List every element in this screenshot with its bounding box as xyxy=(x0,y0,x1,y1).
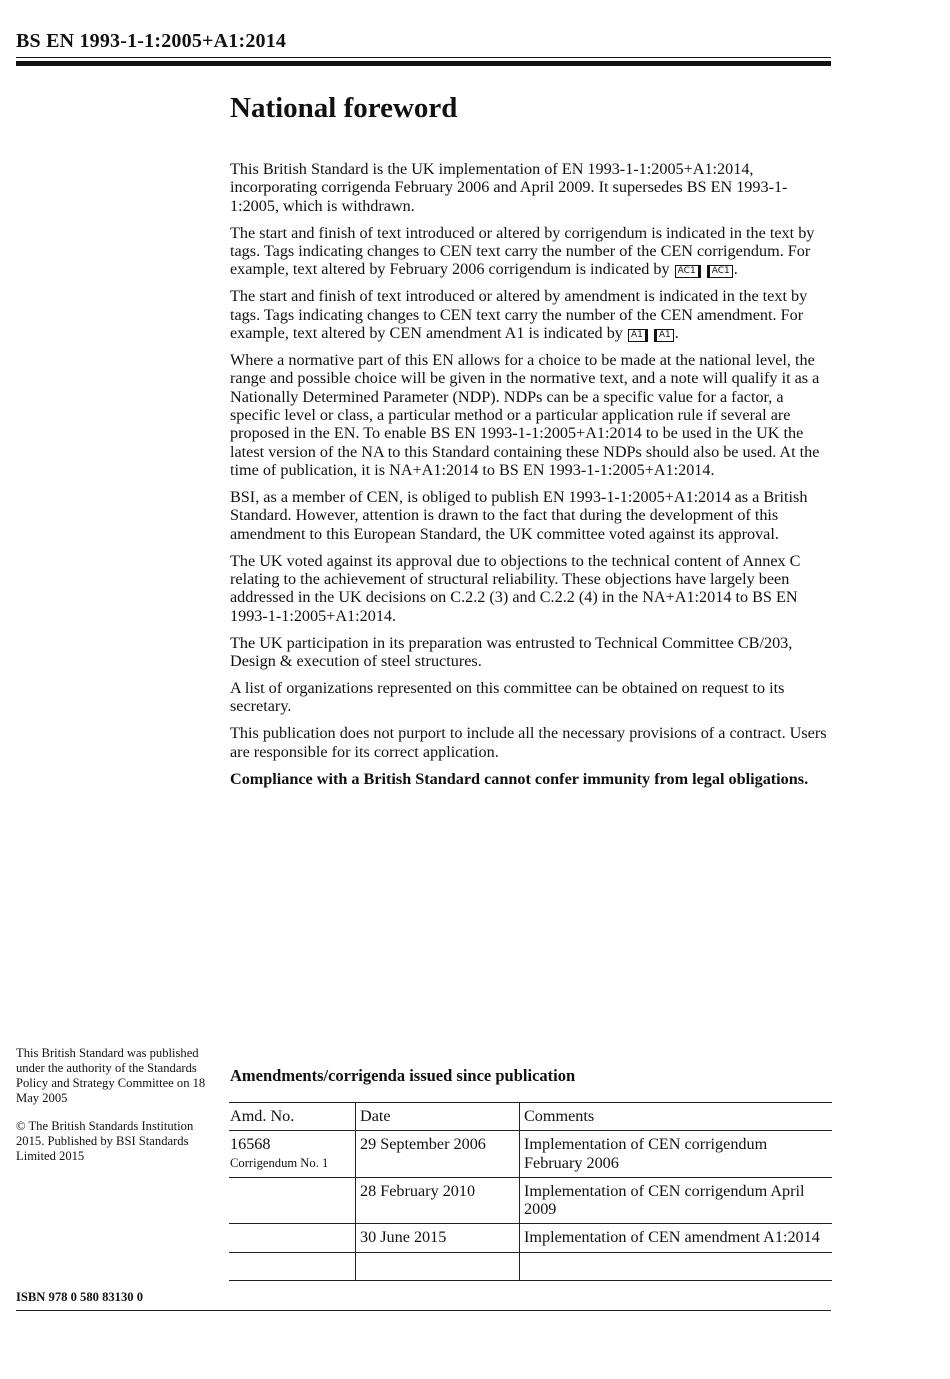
table-row xyxy=(229,1131,832,1178)
paragraph-bsi-obligation: BSI, as a member of CEN, is obliged to publish EN 1993-1-1:2005+A1:2014 as a British Standard. However, attention is drawn to the fact that during the development of this amendment to this European Standard, the UK committee voted against its approval. xyxy=(230,487,808,543)
authority-note: This British Standard was published under the authority of the Standards Policy and Strategy Committee on 18 May 2005 xyxy=(16,1046,206,1105)
amendments-table xyxy=(229,1102,832,1281)
amd-cell xyxy=(229,1177,356,1224)
paragraph-committee: The UK participation in its preparation was entrusted to Technical Committee CB/203, Design & execution of steel structures. xyxy=(230,633,793,670)
isbn: ISBN 978 0 580 83130 0 xyxy=(16,1290,144,1304)
table-row xyxy=(229,1252,832,1280)
comments-cell: Implementation of CEN corrigendum February 2006 xyxy=(520,1131,833,1178)
amd-cell xyxy=(229,1252,356,1280)
corrigendum-open-tag-icon: AC1 xyxy=(675,265,701,278)
table-row xyxy=(229,1177,832,1224)
paragraph-compliance: Compliance with a British Standard cannot confer immunity from legal obligations. xyxy=(230,769,809,788)
amendments-heading: Amendments/corrigenda issued since publication xyxy=(230,1066,576,1085)
corrigendum-tags-end: . xyxy=(733,260,738,279)
page-title: National foreword xyxy=(230,92,458,124)
amd-cell xyxy=(229,1131,356,1178)
date-cell: 28 February 2010 xyxy=(356,1177,520,1224)
corrigendum-tags-text: The start and finish of text introduced or altered by corrigendum is indicated in the text by tags. Tags indicating changes to CEN text carry the number of the CEN corrigendum. For example, text altered by February 2006 corrigendum is indicated by xyxy=(230,223,815,279)
comments-cell: Implementation of CEN amendment A1:2014 xyxy=(520,1224,833,1252)
paragraph-supersedes: This British Standard is the UK implementation of EN 1993-1-1:2005+A1:2014, incorporating corrigenda February 2006 and April 2009. It supersedes BS EN 1993-1-1:2005, which is withdrawn. xyxy=(230,160,788,215)
publication-side-note xyxy=(16,1046,216,1177)
column-header-date: Date xyxy=(356,1103,520,1131)
date-cell: 29 September 2006 xyxy=(356,1131,520,1178)
copyright-note: © The British Standards Institution 2015. Published by BSI Standards Limited 2015 xyxy=(16,1119,194,1163)
column-header-amd: Amd. No. xyxy=(229,1103,356,1131)
corrigendum-close-tag-icon: AC1 xyxy=(707,265,733,278)
amendment-tags-text: The start and finish of text introduced or altered by amendment is indicated in the text by tags. Tags indicating changes to CEN text carry the number of the CEN amendment. For example, text altered by CEN amendment A1 is indicated by xyxy=(230,287,808,342)
amendment-tags-end: . xyxy=(674,323,679,342)
header-rule-thin xyxy=(16,57,831,58)
date-cell xyxy=(356,1252,520,1280)
foreword-body xyxy=(230,160,834,797)
paragraph-organizations: A list of organizations represented on this committee can be obtained on request to its secretary. xyxy=(230,679,785,716)
date-cell: 30 June 2015 xyxy=(356,1224,520,1252)
amd-cell xyxy=(229,1224,356,1252)
amd-number: 16568 xyxy=(230,1135,271,1154)
amendment-close-tag-icon: A1 xyxy=(654,329,674,342)
table-row xyxy=(229,1224,832,1252)
paragraph-amendment-tags xyxy=(230,287,834,342)
paragraph-contract: This publication does not purport to include all the necessary provisions of a contract. Users are responsible for its correct application. xyxy=(230,724,827,761)
comments-cell: Implementation of CEN corrigendum April 2009 xyxy=(520,1177,833,1224)
table-header-row xyxy=(229,1103,832,1131)
paragraph-corrigendum-tags xyxy=(230,224,834,279)
paragraph-ndp: Where a normative part of this EN allows for a choice to be made at the national level, the range and possible choice will be given in the normative text, and a note will qualify it as a Nationally Determined Parameter (NDP). NDPs can be a specific value for a factor, a specific level or class, a particular method or a particular application rule if several are proposed in the EN. To enable BS EN 1993-1-1:2005+A1:2014 to be used in the UK the latest version of the NA to this Standard containing these NDPs should also be used. At the time of publication, it is NA+A1:2014 to BS EN 1993-1-1:2005+A1:2014. xyxy=(230,351,820,479)
amendment-open-tag-icon: A1 xyxy=(628,329,648,342)
paragraph-uk-vote: The UK voted against its approval due to objections to the technical content of Annex C relating to the achievement of structural reliability. These objections have largely been addressed in the UK decisions on C.2.2 (3) and C.2.2 (4) in the NA+A1:2014 to BS EN 1993-1-1:2005+A1:2014. xyxy=(230,551,801,625)
amd-subtitle: Corrigendum No. 1 xyxy=(230,1155,329,1170)
comments-cell xyxy=(520,1252,833,1280)
document-code: BS EN 1993-1-1:2005+A1:2014 xyxy=(16,30,287,52)
column-header-comments: Comments xyxy=(520,1103,833,1131)
header-rule-thick xyxy=(16,61,831,66)
footer-rule xyxy=(16,1310,831,1311)
